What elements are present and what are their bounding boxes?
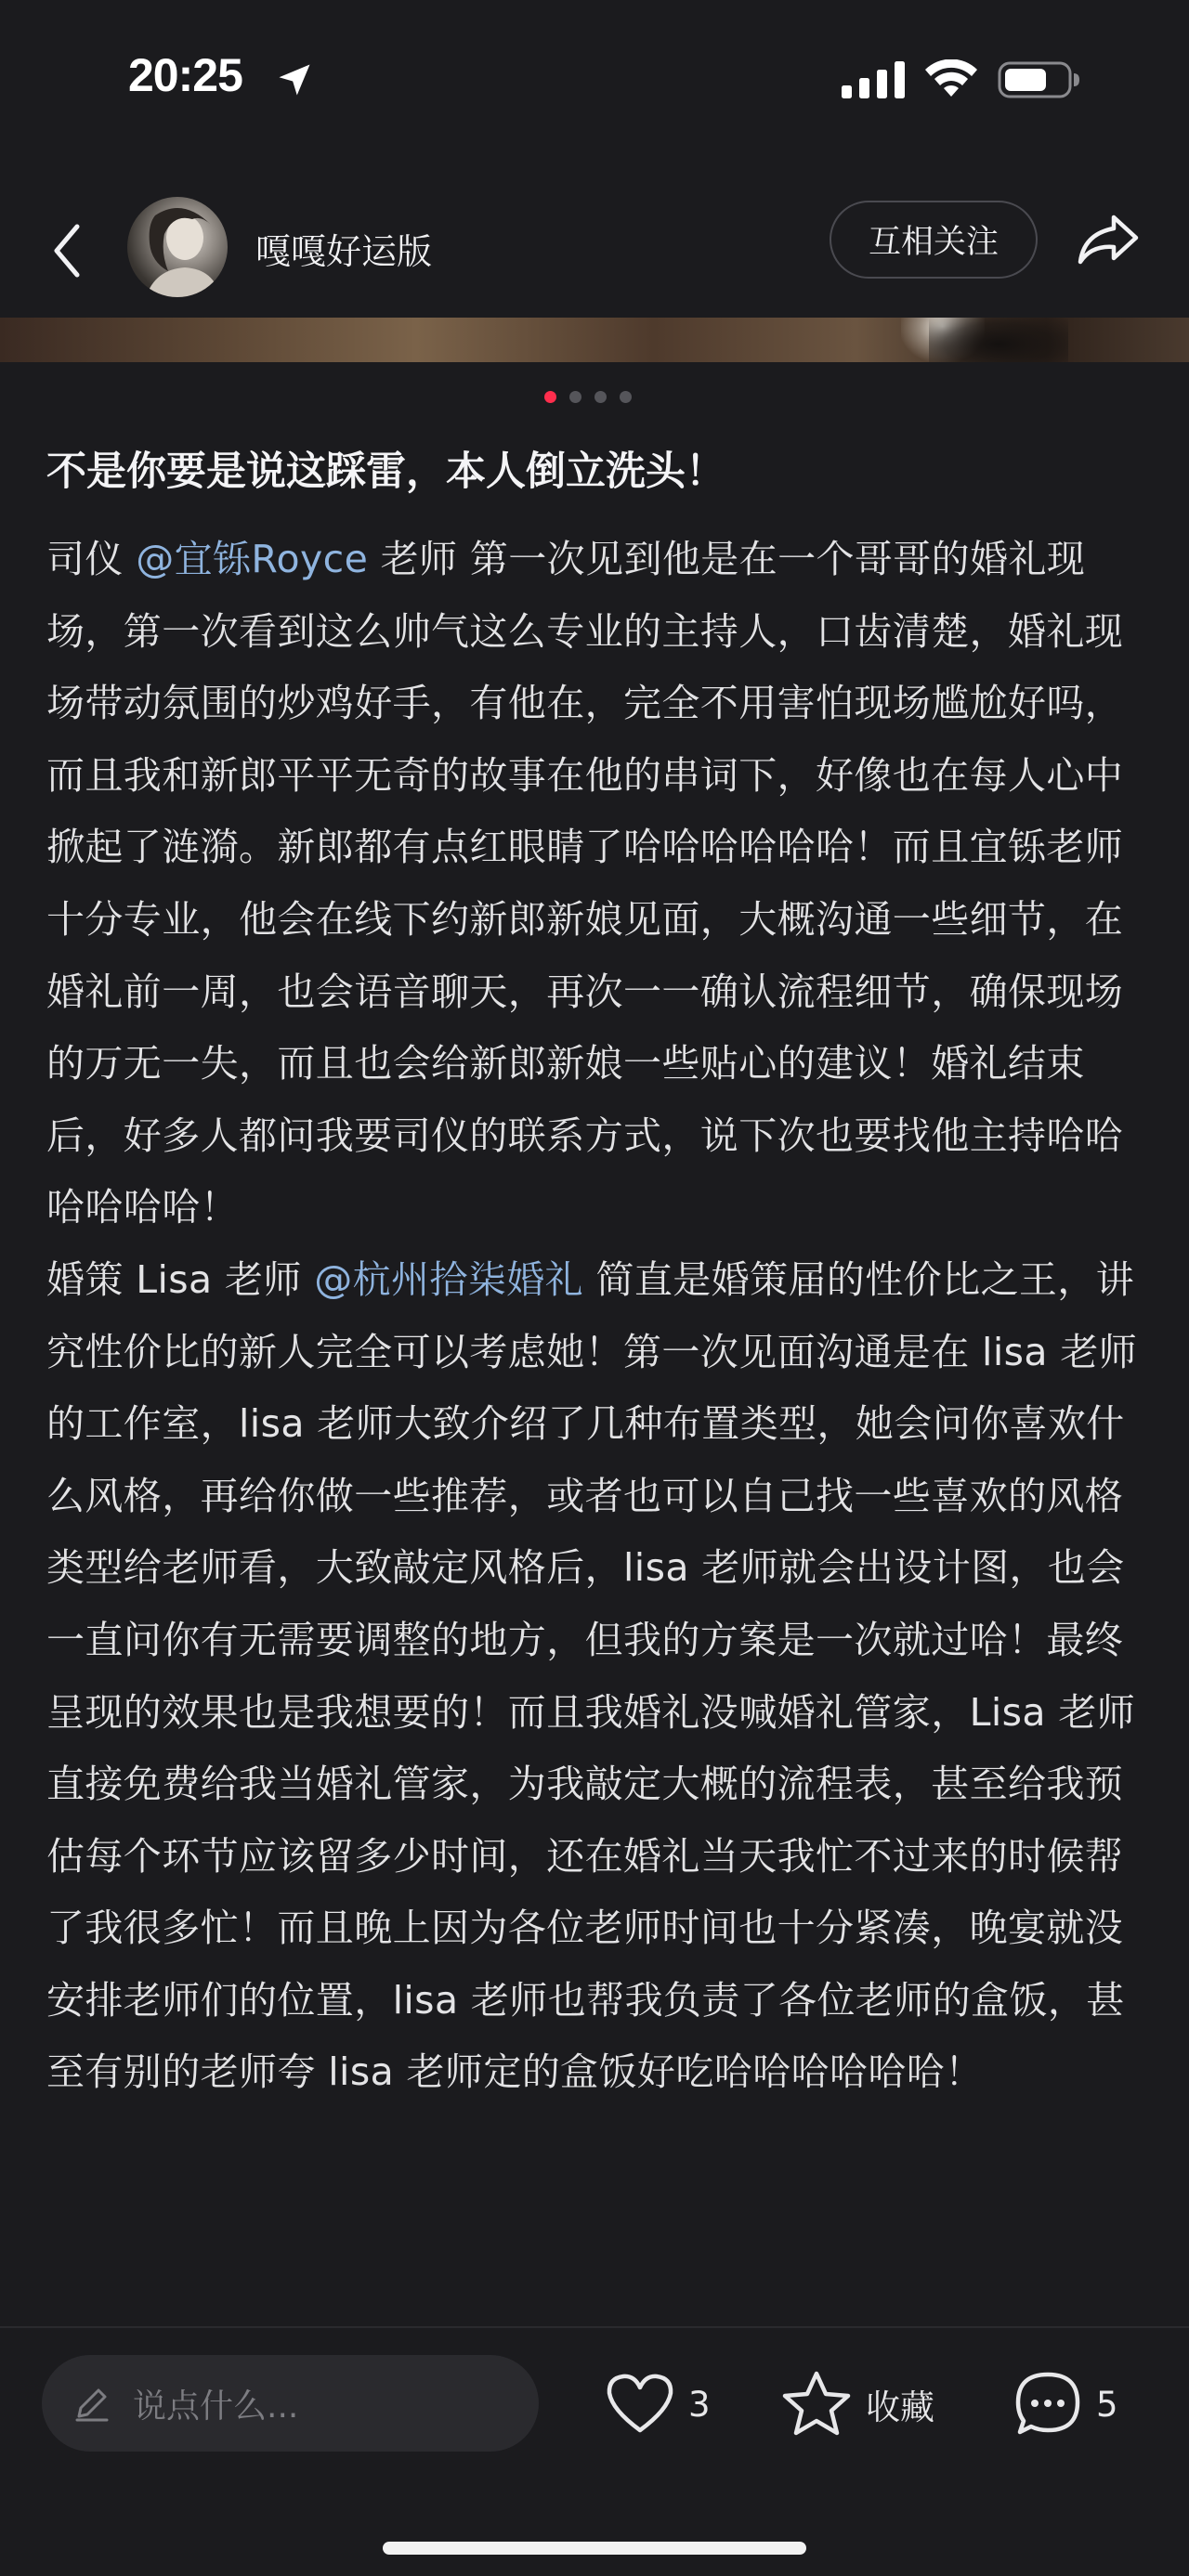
carousel-dot: [569, 391, 581, 403]
share-button[interactable]: [1073, 204, 1143, 275]
paragraph-prefix: 婚策 Lisa 老师: [46, 1256, 315, 1302]
status-time: 20:25: [128, 49, 242, 101]
mention-link[interactable]: @杭州拾柒婚礼: [314, 1256, 584, 1302]
back-button[interactable]: [41, 214, 93, 288]
wifi-icon: [925, 59, 977, 98]
mention-link[interactable]: @宜铄Royce: [136, 537, 369, 581]
bottom-divider: [0, 2326, 1189, 2328]
cellular-signal-icon: [842, 61, 907, 98]
location-arrow-icon: [274, 59, 315, 100]
carousel-dot: [620, 391, 632, 403]
comment-bubble-icon: [1013, 2369, 1083, 2439]
paragraph-text: 老师 第一次见到他是在一个哥哥的婚礼现场，第一次看到这么帅气这么专业的主持人，口齿清楚，婚礼现场带动氛围的炒鸡好手，有他在，完全不用害怕现场尴尬好吗，而且我和新郎平平无奇的故事在他的串词下，好像也在每人心中掀起了涟漪。新郎都有点红眼睛了哈哈哈哈哈哈！而且宜铄老师十分专业，他会在线下约新郎新娘见面，大概沟通一些细节，在婚礼前一周，也会语音聊天，再次一一确认流程细节，确保现场的万无一失，而且也会给新郎新娘一些贴心的建议！婚礼结束后，好多人都问我要司仪的联系方式，说下次也要找他主持哈哈哈哈哈哈！: [46, 537, 1124, 1230]
pencil-icon: [72, 2383, 112, 2424]
avatar[interactable]: [127, 197, 228, 297]
status-bar: [0, 0, 1189, 163]
paragraph-prefix: 司仪: [46, 537, 137, 581]
paragraph-text: 简直是婚策届的性价比之王，讲究性价比的新人完全可以考虑她！第一次见面沟通是在 lisa 老师的工作室，lisa 老师大致介绍了几种布置类型，她会问你喜欢什么风格，再给你做一些推荐，或者也可以自己找一些喜欢的风格类型给老师看，大致敲定风格后，lisa 老师就会出设计图，也会一直问你有无需要调整的地方，但我的方案是一次就过哈！最终呈现的效果也是我想要的！而且我婚礼没喊婚礼管家，Lisa 老师直接免费给我当婚礼管家，为我敲定大概的流程表，甚至给我预估每个环节应该留多少时间，还在婚礼当天我忙不过来的时候帮了我很多忙！而且晚上因为各位老师时间也十分紧凑，晚宴就没安排老师们的位置，lisa 老师也帮我负责了各位老师的盒饭，甚至有别的老师夸 lisa 老师定的盒饭好吃哈哈哈哈哈哈！: [46, 1256, 1138, 2095]
post-title: 不是你要是说这踩雷，本人倒立洗头！: [46, 449, 725, 495]
comment-placeholder: 说点什么...: [133, 2387, 299, 2426]
carousel-dot: [544, 391, 556, 403]
post-paragraph: [46, 524, 1143, 1244]
like-count: 3: [688, 2384, 711, 2425]
favorite-label: 收藏: [866, 2387, 934, 2427]
post-image[interactable]: [0, 318, 1189, 362]
heart-icon: [605, 2373, 675, 2436]
home-indicator[interactable]: [383, 2542, 806, 2555]
comment-button[interactable]: [1013, 2362, 1118, 2446]
star-icon: [780, 2370, 853, 2439]
share-icon: [1077, 212, 1140, 267]
avatar-portrait-icon: [127, 197, 228, 297]
carousel-dot: [594, 391, 607, 403]
username[interactable]: 嘎嘎好运版: [255, 231, 433, 272]
post-header: [0, 186, 1189, 316]
battery-icon: [998, 59, 1081, 100]
comment-input[interactable]: [42, 2355, 539, 2452]
post-paragraph: [46, 1244, 1143, 2109]
post-body: [46, 524, 1143, 2109]
like-button[interactable]: [605, 2362, 711, 2446]
comment-count: 5: [1096, 2384, 1118, 2425]
carousel-indicator: [544, 391, 632, 403]
favorite-button[interactable]: [780, 2362, 934, 2446]
image-shadow: [929, 318, 1068, 362]
follow-button[interactable]: 互相关注: [830, 201, 1038, 279]
back-chevron-icon: [51, 223, 83, 279]
